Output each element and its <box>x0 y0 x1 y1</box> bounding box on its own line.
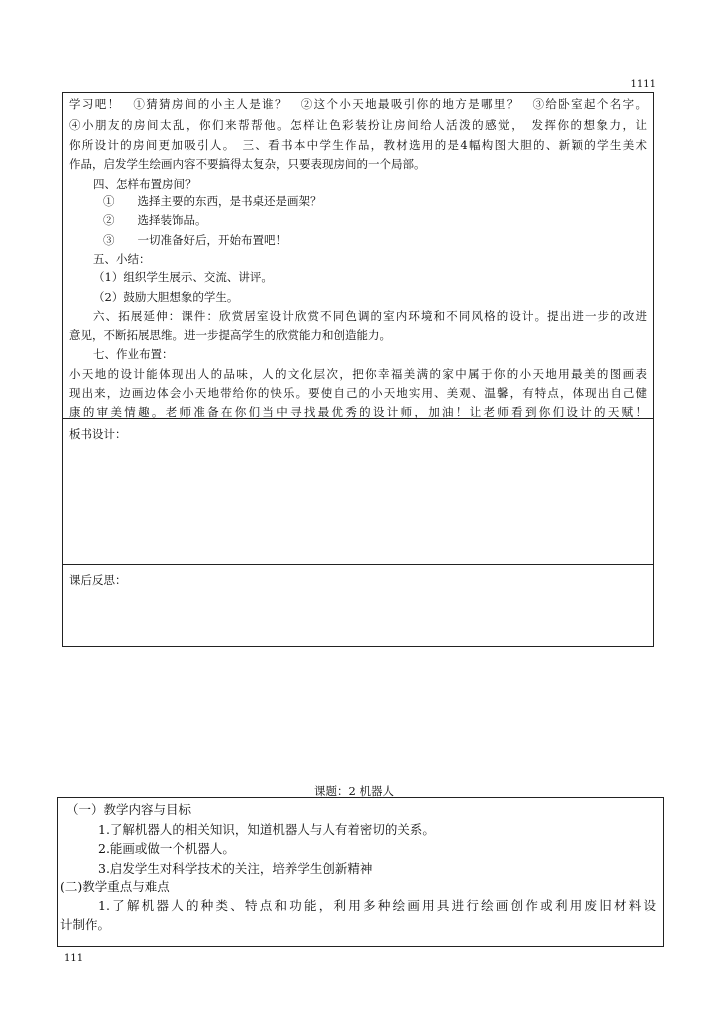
text-line: 现出来，边画边体会小天地带给你的快乐。要使自己的小天地实用、美观、温馨，有特点，体现出自己健 <box>69 386 647 400</box>
text-line: 意见，不断拓展思维。进一步提高学生的欣赏能力和创造能力。 <box>69 328 391 342</box>
page-number-top: 1111 <box>630 79 656 90</box>
text-line: 学习吧！ ①猜猜房间的小主人是谁？ ②这个小天地最吸引你的地方是哪里？ ③给卧室起个名字。 <box>69 97 647 111</box>
section-heading: (二)教学重点与难点 <box>60 879 170 894</box>
list-item: 1.了解机器人的相关知识，知道机器人与人有着密切的关系。 <box>98 822 435 837</box>
lesson2-table <box>57 797 664 947</box>
text-line: 作品，启发学生绘画内容不要搞得太复杂，只要表现房间的一个局部。 <box>69 157 426 171</box>
section-heading: 五、小结： <box>93 252 151 266</box>
list-item: （2）鼓励大胆想象的学生。 <box>93 290 239 304</box>
board-design-cell <box>63 419 653 565</box>
text-line: 1.了解机器人的种类、特点和功能，利用多种绘画用具进行绘画创作或利用废旧材料设 <box>98 898 656 913</box>
text-line: 小天地的设计能体现出人的品味，人的文化层次，把你幸福美满的家中属于你的小天地用最美的图画表 <box>69 367 647 381</box>
text-line: 六、拓展延伸：课件：欣赏居室设计欣赏不同色调的室内环境和不同风格的设计。提出进一步的改进 <box>93 309 647 323</box>
teaching-process-cell <box>63 93 653 419</box>
text-line: 计制作。 <box>60 917 111 932</box>
page-number-bottom: 111 <box>64 953 84 964</box>
list-item: （1）组织学生展示、交流、讲评。 <box>93 270 273 284</box>
reflection-cell <box>63 565 653 646</box>
list-item: ① 选择主要的东西，是书桌还是画架？ <box>103 194 322 208</box>
list-item: ② 选择装饰品。 <box>103 213 207 227</box>
lesson2-title: 课题：2 机器人 <box>314 784 394 798</box>
list-item: ③ 一切准备好后，开始布置吧！ <box>103 233 287 247</box>
section-heading: 四、怎样布置房间？ <box>93 177 197 191</box>
text-line: 康的审美情趣。老师准备在你们当中寻找最优秀的设计师，加油！让老师看到你们设计的天赋！ <box>69 405 647 419</box>
section-heading: （一）教学内容与目标 <box>66 802 192 817</box>
section-heading: 七、作业布置： <box>93 347 174 361</box>
text-line: ④小朋友的房间太乱，你们来帮帮他。怎样让色彩装扮让房间给人活泼的感觉， 发挥你的想象力，让 <box>69 118 647 132</box>
list-item: 2.能画或做一个机器人。 <box>98 841 235 856</box>
list-item: 3.启发学生对科学技术的关注，培养学生创新精神 <box>98 861 373 876</box>
reflection-label: 课后反思： <box>69 573 127 587</box>
lesson-plan-table <box>62 93 654 647</box>
board-design-label: 板书设计： <box>69 427 127 441</box>
text-line: 你所设计的房间更加吸引人。 三、看书本中学生作品，教材选用的是4幅构图大胆的、新颖的学生美术 <box>69 138 647 152</box>
